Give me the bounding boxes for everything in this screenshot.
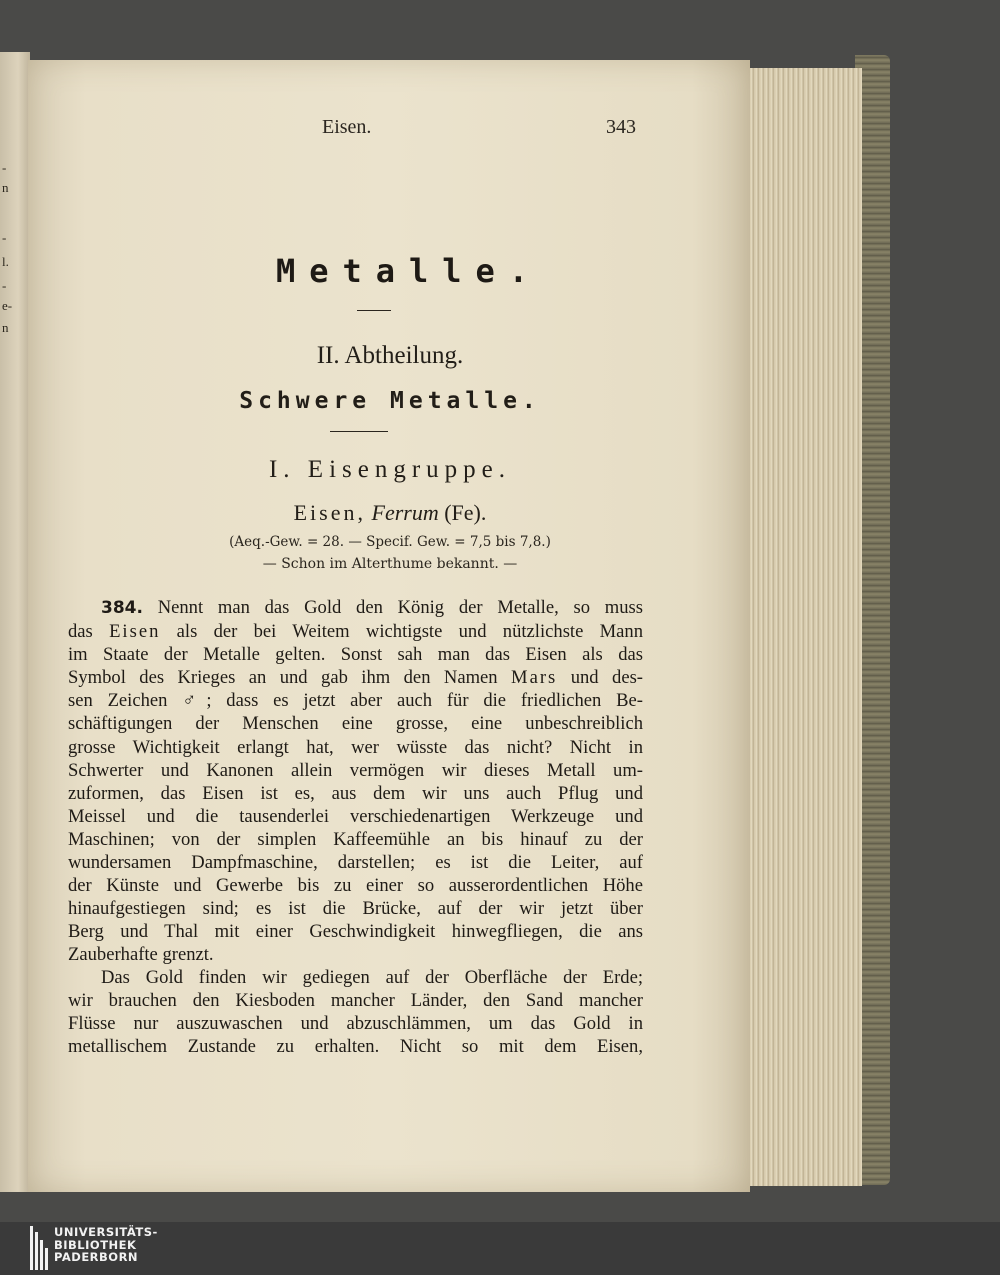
left-page-fragment: - <box>2 230 7 245</box>
text-line: Maschinen; von der simplen Kaffeemühle an bis hinauf zu der <box>68 828 643 850</box>
chapter-title: Metalle. <box>275 252 543 290</box>
element-properties: (Aeq.-Gew. = 28. — Specif. Gew. = 7,5 bis 7,8.) <box>229 534 551 550</box>
left-page-fragment: n <box>2 180 9 195</box>
text-line: Berg und Thal mit einer Geschwindigkeit hinwegfliegen, die ans <box>68 921 643 943</box>
text-line: grosse Wichtigkeit erlangt hat, wer wüsste das nicht? Nicht in <box>68 736 643 758</box>
text-line: Symbol des Krieges an und gab ihm den Namen Mars und des- <box>68 667 643 689</box>
left-page-fragment: n <box>2 320 9 335</box>
subtitle-rule <box>330 431 388 432</box>
division-heading: II. Abtheilung. <box>316 342 464 369</box>
element-heading <box>40 500 740 526</box>
paragraph-384 <box>68 596 643 967</box>
element-name: Eisen, <box>293 500 366 525</box>
text-line: Schwerter und Kanonen allein vermögen wir dieses Metall um- <box>68 759 643 781</box>
text-line: Flüsse nur auszuwaschen und abzuschlämmen, um das Gold in <box>68 1013 643 1035</box>
title-rule <box>357 310 391 311</box>
text-line: Das Gold finden wir gediegen auf der Oberfläche der Erde; <box>101 967 643 988</box>
text-line: schäftigungen der Menschen eine grosse, eine unbeschreiblich <box>68 713 643 735</box>
text-line: 384. Nennt man das Gold den König der Metalle, so muss <box>101 597 643 618</box>
left-page-edge <box>0 52 30 1192</box>
running-head: Eisen. <box>322 116 372 138</box>
text-line: Zauberhafte grenzt. <box>68 944 214 966</box>
text-line: metallischem Zustande zu erhalten. Nicht so mit dem Eisen, <box>68 1036 643 1058</box>
text-line: der Künste und Gewerbe bis zu einer so ausserordentlichen Höhe <box>68 875 643 897</box>
text-line: Meissel und die tausenderlei verschiedenartigen Werkzeuge und <box>68 805 643 827</box>
left-page-fragment: l. <box>2 254 9 269</box>
left-page-fragment: e- <box>2 298 13 313</box>
element-symbol: (Fe). <box>444 500 487 525</box>
library-logo-text: UNIVERSITÄTS- BIBLIOTHEK PADERBORN <box>54 1225 158 1264</box>
subtitle-heading: Schwere Metalle. <box>239 388 541 414</box>
element-latin-name: Ferrum <box>371 500 439 525</box>
page-block-edges <box>740 68 862 1186</box>
text-line: im Staate der Metalle gelten. Sonst sah man das Eisen als das <box>68 644 643 666</box>
text-line: das Eisen als der bei Weitem wichtigste und nützlichste Mann <box>68 621 644 643</box>
page-number: 343 <box>606 116 636 138</box>
paragraph-gold <box>68 966 643 1058</box>
paragraph-number: 384. <box>101 598 143 618</box>
text-line: sen Zeichen ♂; dass es jetzt aber auch für die friedlichen Be- <box>68 690 643 712</box>
library-logo-icon <box>30 1226 48 1270</box>
text-line: zuformen, das Eisen ist es, aus dem wir uns auch Pflug und <box>68 782 643 804</box>
left-page-fragment: - <box>2 160 7 175</box>
text-line: wir brauchen den Kiesboden mancher Länder, den Sand mancher <box>68 990 643 1012</box>
left-page-fragment: - <box>2 278 7 293</box>
element-history-note: — Schon im Alterthume bekannt. — <box>262 556 518 572</box>
group-heading: I. Eisengruppe. <box>268 456 512 483</box>
text-line: wundersamen Dampfmaschine, darstellen; es ist die Leiter, auf <box>68 852 643 874</box>
text-line: hinaufgestiegen sind; es ist die Brücke, auf der wir jetzt über <box>68 898 643 920</box>
